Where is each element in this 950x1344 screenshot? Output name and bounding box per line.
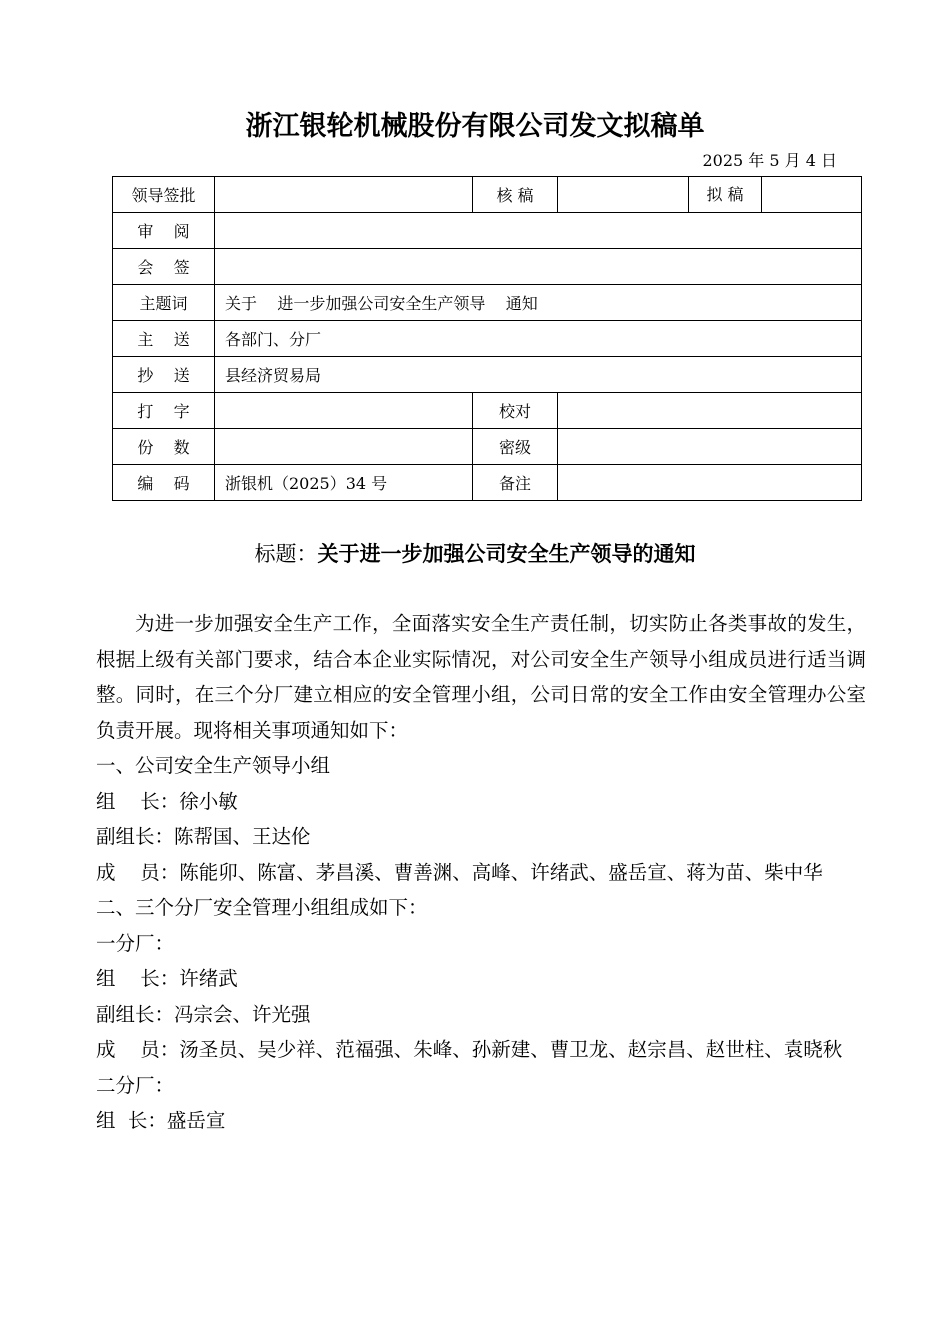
copies-label: 份 数	[113, 429, 215, 465]
send-to-field[interactable]: 各部门、分厂	[215, 321, 862, 357]
branch2-leader-label: 组 长：	[96, 1109, 167, 1132]
form-row-signoff	[113, 177, 862, 213]
form-row-typist	[113, 393, 862, 429]
review-label: 核 稿	[473, 177, 558, 213]
form-row-cc	[113, 357, 862, 393]
form-row-send-to	[113, 321, 862, 357]
section1-leader-line	[96, 784, 866, 820]
section1-deputy-label: 副组长：	[96, 825, 175, 848]
subject-field[interactable]: 关于 进一步加强公司安全生产领导 通知	[215, 285, 862, 321]
document-date: 2025 年 5 月 4 日	[702, 151, 837, 170]
form-row-read	[113, 213, 862, 249]
secrecy-label: 密级	[473, 429, 558, 465]
branch1-members-line	[96, 1032, 866, 1068]
remark-field[interactable]	[558, 465, 862, 501]
section1-deputy: 陈帮国、王达伦	[174, 825, 311, 848]
read-label: 审 阅	[113, 213, 215, 249]
leader-sign-label: 领导签批	[113, 177, 215, 213]
read-field[interactable]	[215, 213, 862, 249]
notice-heading	[0, 538, 950, 568]
branch1-members-label: 成 员：	[96, 1038, 180, 1061]
section1-leader-label: 组 长：	[96, 789, 180, 813]
countersign-field[interactable]	[215, 249, 862, 285]
secrecy-field[interactable]	[558, 429, 862, 465]
copies-field[interactable]	[215, 429, 473, 465]
form-row-code	[113, 465, 862, 501]
section1-deputy-line	[96, 819, 866, 855]
notice-heading-text: 关于进一步加强公司安全生产领导的通知	[317, 542, 696, 566]
proofread-field[interactable]	[558, 393, 862, 429]
section2-title: 二、三个分厂安全管理小组组成如下：	[96, 896, 428, 919]
review-field[interactable]	[558, 177, 689, 213]
dispatch-form-table	[112, 176, 862, 501]
document-title: 浙江银轮机械股份有限公司发文拟稿单	[245, 111, 705, 142]
branch1-members: 汤圣员、吴少祥、范福强、朱峰、孙新建、曹卫龙、赵宗昌、赵世柱、袁晓秋	[179, 1038, 843, 1061]
typist-field[interactable]	[215, 393, 473, 429]
branch1-leader: 许绪武	[179, 967, 238, 990]
branch1-name: 一分厂：	[96, 931, 175, 955]
remark-label: 备注	[473, 465, 558, 501]
draft-label: 拟 稿	[689, 177, 762, 212]
code-field[interactable]: 浙银机（2025）34 号	[215, 465, 473, 501]
section1-members-line	[96, 855, 866, 891]
form-row-countersign	[113, 249, 862, 285]
subject-label: 主题词	[113, 285, 215, 321]
branch1-deputy: 冯宗会、许光强	[174, 1002, 311, 1026]
branch2-leader-line	[96, 1103, 866, 1139]
section1-members-label: 成 员：	[96, 860, 180, 884]
cc-label: 抄 送	[113, 357, 215, 393]
branch1-deputy-label: 副组长：	[96, 1002, 175, 1026]
branch2-leader: 盛岳宣	[166, 1109, 226, 1132]
notice-body	[96, 606, 866, 1139]
form-row-copies	[113, 429, 862, 465]
countersign-label: 会 签	[113, 249, 215, 285]
draft-cell	[689, 177, 862, 213]
proofread-label: 校对	[473, 393, 558, 429]
cc-field[interactable]: 县经济贸易局	[215, 357, 862, 393]
branch1-deputy-line	[96, 997, 866, 1033]
section1-title: 一、公司安全生产领导小组	[96, 754, 331, 777]
leader-sign-field[interactable]	[215, 177, 473, 213]
code-label: 编 码	[113, 465, 215, 501]
form-row-subject	[113, 285, 862, 321]
notice-intro: 为进一步加强安全生产工作，全面落实安全生产责任制，切实防止各类事故的发生，根据上级有关部门要求，结合本企业实际情况，对公司安全生产领导小组成员进行适当调整。同时，在三个分厂建立相应的安全管理小组，公司日常的安全工作由安全管理办公室负责开展。现将相关事项通知如下：	[96, 612, 866, 742]
section1-leader: 徐小敏	[179, 789, 238, 813]
branch1-leader-line	[96, 961, 866, 997]
typist-label: 打 字	[113, 393, 215, 429]
notice-heading-label: 标题：	[254, 542, 318, 566]
branch2-name: 二分厂：	[96, 1073, 175, 1097]
branch1-leader-label: 组 长：	[96, 967, 180, 990]
section1-members: 陈能卯、陈富、茅昌溪、曹善渊、高峰、许绪武、盛岳宣、蒋为苗、柴中华	[179, 860, 823, 884]
send-to-label: 主 送	[113, 321, 215, 357]
